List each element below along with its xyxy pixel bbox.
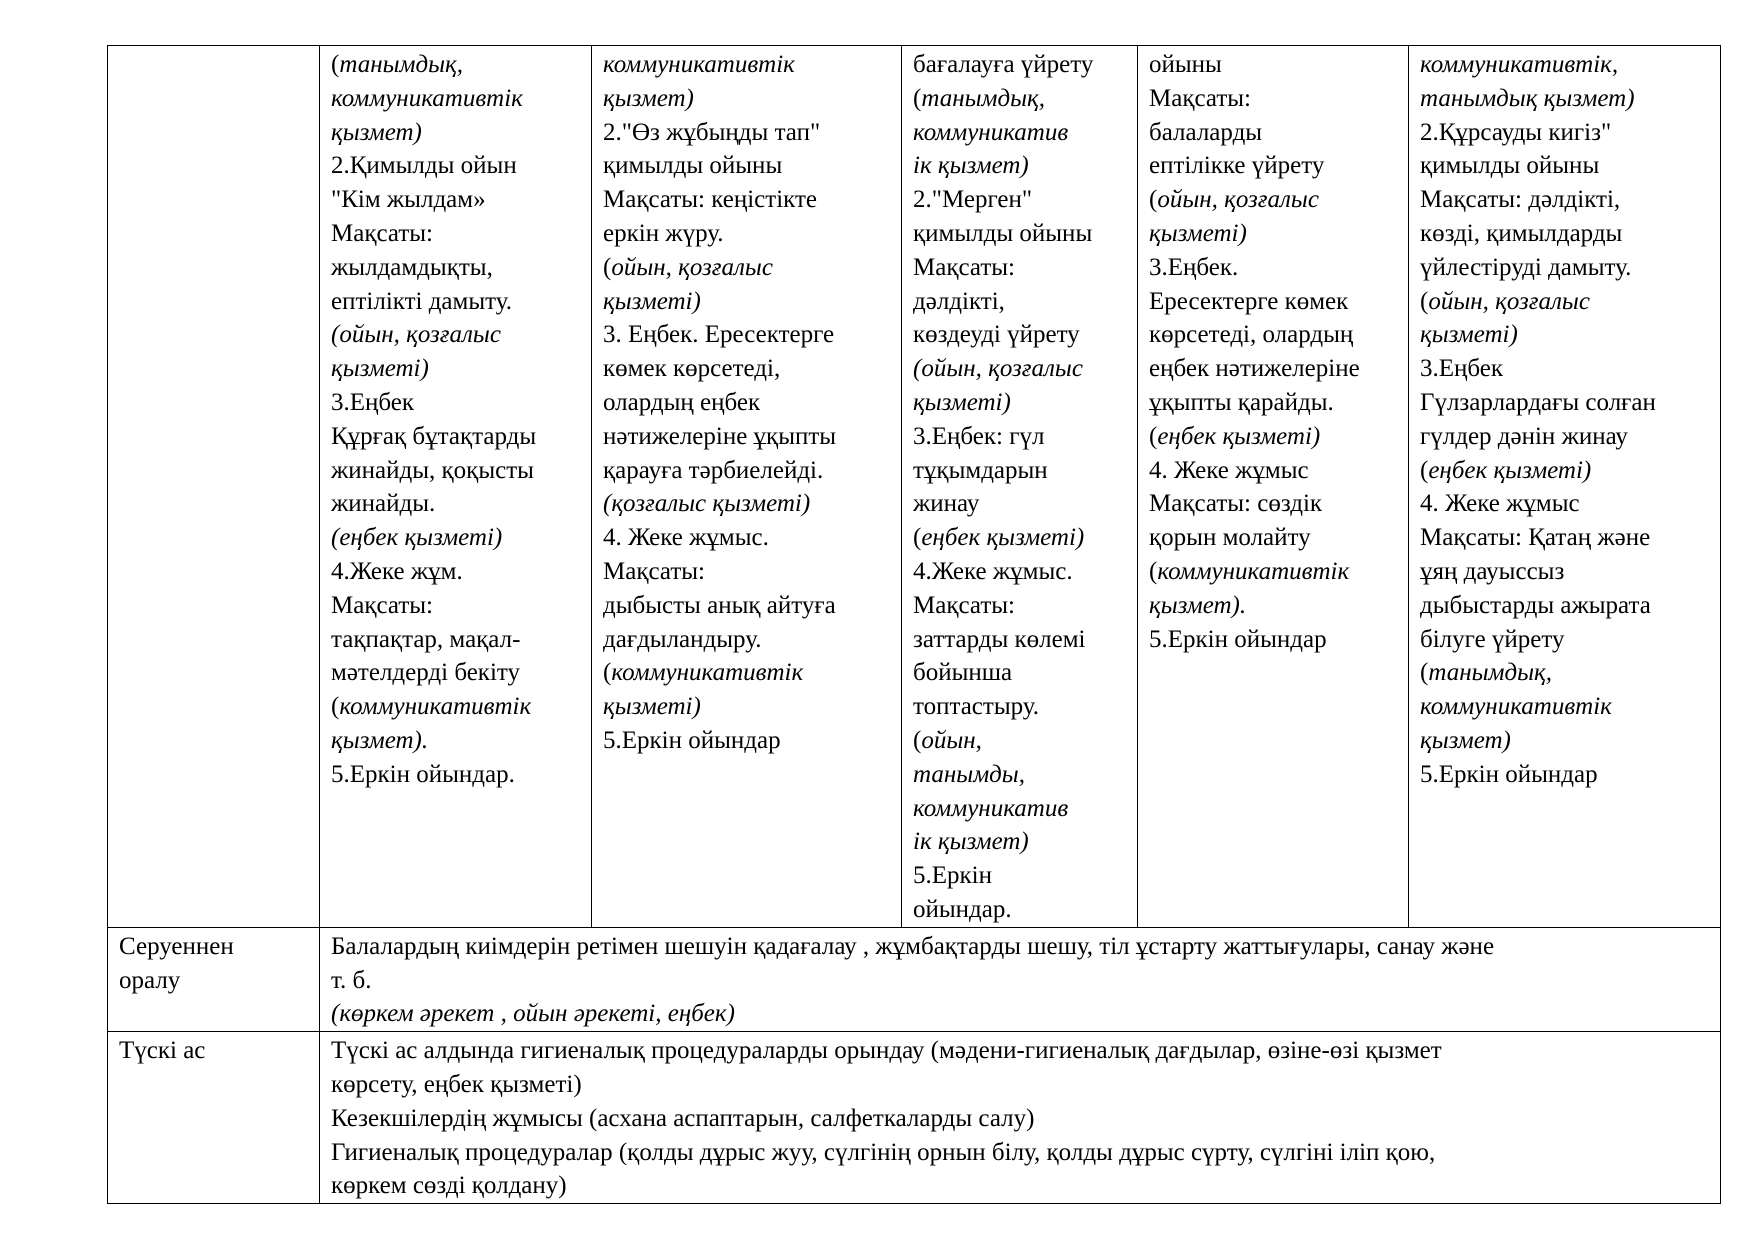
cell-line: еркін жүру. <box>603 219 724 247</box>
cell-line: 4. Жеке жұмыс. <box>603 524 769 552</box>
activity-types-note: (көркем әрекет , ойын әрекеті, еңбек) <box>331 1000 735 1028</box>
cell-line: 4. Жеке жұмыс <box>1420 490 1580 518</box>
lunch-content-cell <box>320 1032 1721 1204</box>
cell-line: бойынша <box>913 659 1013 687</box>
cell-line: коммуникативтік <box>1420 693 1612 721</box>
cell-line: (ойын, қозғалыс <box>603 253 773 281</box>
cell-line: қызмет) <box>1420 726 1511 754</box>
row-label-line: оралу <box>119 966 181 994</box>
cell-line: (танымдық, <box>913 84 1045 112</box>
cell-line: Мақсаты: <box>331 219 433 247</box>
cell-line: Мақсаты: <box>913 591 1015 619</box>
cell-line: қызмет) <box>331 118 422 146</box>
cell-line: қызмет). <box>331 726 429 754</box>
cell-line: (еңбек қызметі) <box>1149 422 1321 450</box>
cell-line: дыбысты анық айтуға <box>603 591 836 619</box>
cell-line: мәтелдерді бекіту <box>331 659 520 687</box>
row-label-cell <box>108 927 320 1031</box>
cell-line: Ересектерге көмек <box>1149 287 1349 315</box>
cell-line: Мақсаты: <box>913 253 1015 281</box>
cell-line: 3.Еңбек. <box>1149 253 1239 281</box>
cell-line: Мақсаты: <box>603 557 705 585</box>
row-label-cell <box>108 1032 320 1204</box>
activities-cell-2 <box>592 46 902 928</box>
cell-line: дағдыландыру. <box>603 625 762 653</box>
cell-line: Мақсаты: сөздік <box>1149 490 1323 518</box>
cell-line: коммуникативтік, <box>1420 51 1619 78</box>
table-row-return-from-walk <box>108 927 1721 1031</box>
activities-cell-3 <box>902 46 1138 928</box>
cell-line: қызмет) <box>603 84 694 112</box>
cell-line: коммуникативтік <box>603 51 795 78</box>
cell-line: ептілікті дамыту. <box>331 287 512 315</box>
row-label-line: Түскі ас <box>119 1037 206 1065</box>
cell-line: (еңбек қызметі) <box>913 524 1085 552</box>
cell-line: (ойын, қозғалыс <box>1420 287 1590 315</box>
cell-line: (коммуникативтік <box>331 693 532 721</box>
row-label-cell <box>108 46 320 928</box>
cell-line: нәтижелеріне ұқыпты <box>603 422 837 450</box>
cell-line: (ойын, қозғалыс <box>913 355 1083 383</box>
cell-line: жинайды. <box>331 490 436 518</box>
activities-cell-4 <box>1138 46 1409 928</box>
cell-line: олардың еңбек <box>603 388 761 416</box>
cell-line: ойыны <box>1149 51 1222 78</box>
cell-line: қызметі) <box>331 355 429 383</box>
cell-line: қызметі) <box>1149 219 1247 247</box>
cell-line: 3. Еңбек. Ересектерге <box>603 321 835 349</box>
daily-plan-table <box>107 45 1721 1204</box>
cell-line: (ойын, қозғалыс <box>331 321 501 349</box>
cell-line: (танымдық, <box>331 51 463 78</box>
cell-line: ұяң дауыссыз <box>1420 557 1565 585</box>
cell-line: балаларды <box>1149 118 1263 146</box>
table-row-lunch <box>108 1032 1721 1204</box>
cell-line: танымдық қызмет) <box>1420 84 1635 112</box>
cell-line: тақпақтар, мақал- <box>331 625 521 653</box>
cell-line: көзді, қимылдарды <box>1420 219 1623 247</box>
cell-line: 2."Өз жұбыңды тап" <box>603 118 821 146</box>
cell-line: көрсетеді, олардың <box>1149 321 1354 349</box>
cell-line: қызметі) <box>913 388 1011 416</box>
cell-line: ойындар. <box>913 895 1012 923</box>
cell-line: 3.Еңбек <box>1420 355 1504 383</box>
cell-line: қызмет). <box>1149 591 1247 619</box>
cell-line: Мақсаты: <box>331 591 433 619</box>
cell-line: коммуникатив <box>913 118 1069 146</box>
cell-line: (еңбек қызметі) <box>1420 456 1592 484</box>
content-line: көркем сөзді қолдану) <box>331 1172 567 1200</box>
cell-line: заттарды көлемі <box>913 625 1086 653</box>
cell-line: 3.Еңбек: гүл <box>913 422 1045 450</box>
cell-line: 5.Еркін ойындар. <box>331 760 515 788</box>
cell-line: қимылды ойыны <box>913 219 1093 247</box>
cell-line: топтастыру. <box>913 693 1040 721</box>
cell-line: үйлестіруді дамыту. <box>1420 253 1632 281</box>
cell-line: "Кім жылдам» <box>331 186 486 214</box>
cell-line: қимылды ойыны <box>1420 152 1600 180</box>
cell-line: қарауға тәрбиелейді. <box>603 456 824 484</box>
cell-line: көздеуді үйрету <box>913 321 1080 349</box>
cell-line: еңбек нәтижелеріне <box>1149 355 1360 383</box>
activities-cell-5 <box>1409 46 1721 928</box>
cell-line: тұқымдарын <box>913 456 1048 484</box>
cell-line: Гүлзарлардағы солған <box>1420 388 1656 416</box>
cell-line: 5.Еркін ойындар <box>1420 760 1598 788</box>
cell-line: жылдамдықты, <box>331 253 493 281</box>
cell-line: Мақсаты: Қатаң және <box>1420 524 1651 552</box>
cell-line: 4.Жеке жұмыс. <box>913 557 1073 585</box>
cell-line: (ойын, <box>913 726 982 754</box>
row-label-line: Серуеннен <box>119 932 234 960</box>
content-line: көрсету, еңбек қызметі) <box>331 1070 582 1098</box>
cell-line: ік қызмет) <box>913 828 1029 856</box>
cell-line: бағалауға үйрету <box>913 51 1094 78</box>
content-line: т. б. <box>331 966 372 994</box>
cell-line: (коммуникативтік <box>603 659 804 687</box>
content-line: Гигиеналық процедуралар (қолды дұрыс жуу, сүлгінің орнын білу, қолды дұрыс сүрту, сүлгіні іліп қою, <box>331 1138 1436 1166</box>
cell-line: танымды, <box>913 760 1025 788</box>
content-line: Балалардың киімдерін ретімен шешуін қадағалау , жұмбақтарды шешу, тіл ұстарту жаттығулары, санау және <box>331 932 1495 960</box>
cell-line: Құрғақ бұтақтарды <box>331 422 537 450</box>
cell-line: ұқыпты қарайды. <box>1149 388 1334 416</box>
cell-line: 2.Қимылды ойын <box>331 152 517 180</box>
cell-line: қорын молайту <box>1149 524 1311 552</box>
cell-line: жинау <box>913 490 980 518</box>
cell-line: ік қызмет) <box>913 152 1029 180</box>
content-line: Түскі ас алдында гигиеналық процедураларды орындау (мәдени-гигиеналық дағдылар, өзіне-өзі қызмет <box>331 1037 1442 1065</box>
cell-line: 4. Жеке жұмыс <box>1149 456 1309 484</box>
cell-line: 5.Еркін ойындар <box>1149 625 1327 653</box>
cell-line: (ойын, қозғалыс <box>1149 186 1319 214</box>
cell-line: қимылды ойыны <box>603 152 783 180</box>
cell-line: коммуникатив <box>913 794 1069 822</box>
cell-line: 5.Еркін <box>913 862 992 890</box>
cell-line: көмек көрсетеді, <box>603 355 781 383</box>
cell-line: (еңбек қызметі) <box>331 524 503 552</box>
cell-line: қызметі) <box>603 287 701 315</box>
cell-line: Мақсаты: <box>1149 84 1251 112</box>
cell-line: Мақсаты: дәлдікті, <box>1420 186 1621 214</box>
activities-cell-1 <box>320 46 592 928</box>
cell-line: дәлдікті, <box>913 287 1005 315</box>
cell-line: 5.Еркін ойындар <box>603 726 781 754</box>
cell-line: (қозғалыс қызметі) <box>603 490 811 518</box>
cell-line: 3.Еңбек <box>331 388 415 416</box>
cell-line: қызметі) <box>603 693 701 721</box>
return-content-cell <box>320 927 1721 1031</box>
cell-line: (танымдық, <box>1420 659 1552 687</box>
table-row-walk-activities <box>108 46 1721 928</box>
cell-line: білуге үйрету <box>1420 625 1565 653</box>
cell-line: (коммуникативтік <box>1149 557 1350 585</box>
cell-line: ептілікке үйрету <box>1149 152 1325 180</box>
cell-line: Мақсаты: кеңістікте <box>603 186 817 214</box>
cell-line: қызметі) <box>1420 321 1518 349</box>
cell-line: жинайды, қоқысты <box>331 456 534 484</box>
cell-line: дыбыстарды ажырата <box>1420 591 1651 619</box>
cell-line: гүлдер дәнін жинау <box>1420 422 1628 450</box>
cell-line: 2.Құрсауды кигіз" <box>1420 118 1612 146</box>
content-line: Кезекшілердің жұмысы (асхана аспаптарын, салфеткаларды салу) <box>331 1104 1035 1132</box>
cell-line: коммуникативтік <box>331 84 523 112</box>
cell-line: 2."Мерген" <box>913 186 1033 214</box>
cell-line: 4.Жеке жұм. <box>331 557 463 585</box>
